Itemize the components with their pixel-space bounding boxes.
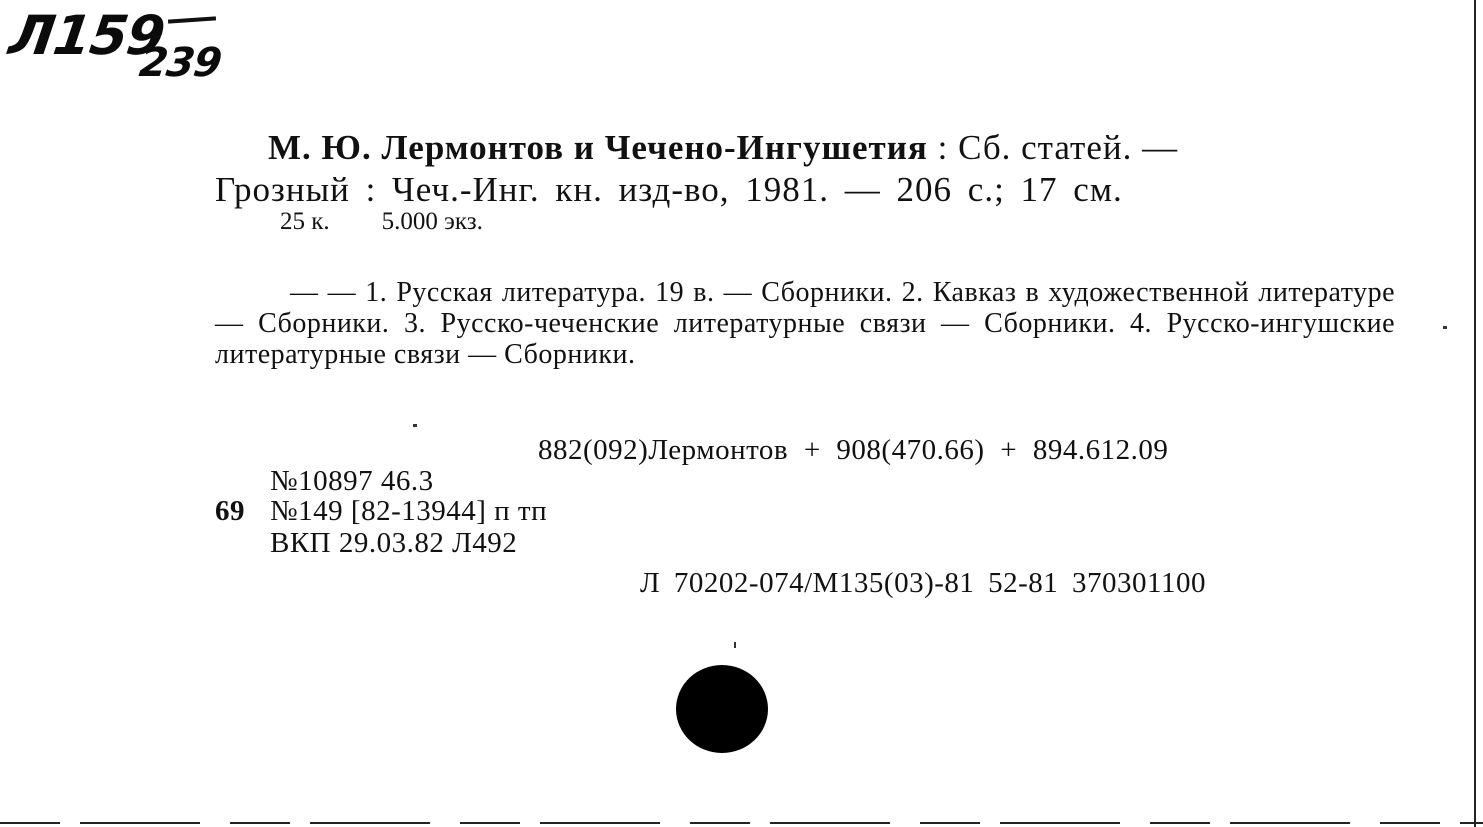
- subject-headings: — — 1. Русская литература. 19 в. — Сборники. 2. Кавказ в художественной литературе — Сборники. 3. Русско-чеченские литературные связи — Сборники. 4. Русско-ингушские литературные связи — Сборники.: [215, 277, 1395, 370]
- handwritten-stroke: [168, 16, 216, 23]
- card-bottom-edge: [0, 822, 1483, 824]
- imprint-line: Грозный : Чеч.-Инг. кн. изд-во, 1981. — 206 с.; 17 см.: [215, 170, 1123, 209]
- card-number-line: [215, 495, 547, 528]
- title-rest: : Сб. статей. —: [927, 128, 1179, 167]
- index-line: Л 70202-074/М135(03)-81 52-81 370301100: [640, 567, 1206, 599]
- number-line: №10897 46.3: [270, 465, 434, 497]
- card-right-edge: [1474, 0, 1476, 827]
- title-line: [268, 128, 1178, 168]
- classification-line: 882(092)Лермонтов + 908(470.66) + 894.612.09: [538, 434, 1169, 466]
- copies: 5.000 экз.: [381, 208, 483, 235]
- price: 25 к.: [280, 208, 330, 235]
- punch-hole: [676, 665, 768, 753]
- ink-speck: [734, 642, 736, 648]
- handwritten-number: 239: [136, 40, 224, 86]
- price-copies-line: [280, 208, 483, 236]
- card-line: №149 [82-13944] п тп: [270, 495, 548, 527]
- ink-speck: [1443, 326, 1447, 329]
- title-bold: М. Ю. Лермонтов и Чечено-Ингушетия: [268, 128, 928, 167]
- card-prefix: 69: [215, 495, 245, 527]
- vkp-line: ВКП 29.03.82 Л492: [270, 527, 518, 559]
- ink-speck: [413, 424, 417, 427]
- handwritten-shelfmark: Л159: [5, 4, 169, 67]
